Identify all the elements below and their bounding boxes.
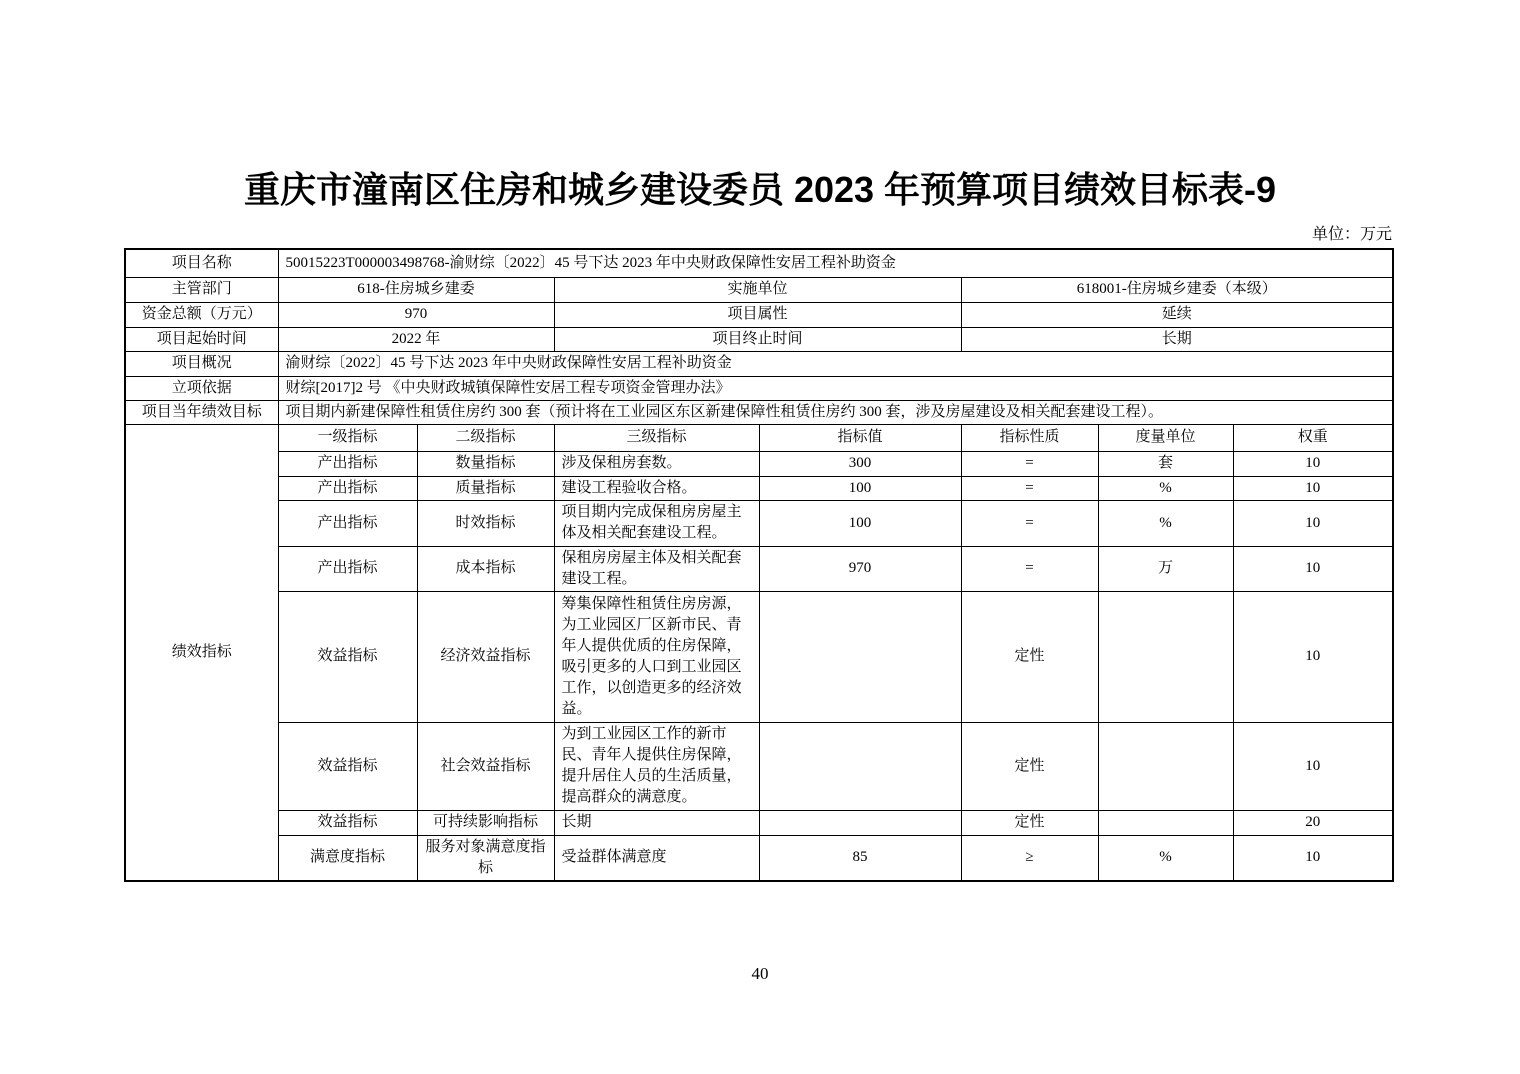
- implementing-unit-label: 实施单位: [554, 277, 961, 302]
- indicator-level3: 建设工程验收合格。: [554, 476, 759, 500]
- row-total-funds: [125, 302, 1393, 327]
- indicator-level1: 产出指标: [278, 546, 417, 591]
- header-nature: 指标性质: [961, 424, 1098, 451]
- implementing-unit-value: 618001-住房城乡建委（本级）: [961, 277, 1393, 302]
- indicator-weight: 10: [1233, 591, 1393, 722]
- project-name-label: 项目名称: [125, 249, 278, 277]
- indicator-weight: 10: [1233, 835, 1393, 881]
- total-funds-value: 970: [278, 302, 554, 327]
- indicator-header-row: [125, 424, 1393, 451]
- indicator-level1: 产出指标: [278, 451, 417, 476]
- indicator-level3: 项目期内完成保租房房屋主体及相关配套建设工程。: [554, 500, 759, 546]
- indicator-row: [125, 591, 1393, 722]
- page-number: 40: [751, 964, 769, 983]
- end-time-value: 长期: [961, 327, 1393, 351]
- indicator-weight: 10: [1233, 476, 1393, 500]
- header-level2: 二级指标: [417, 424, 554, 451]
- indicator-level2: 数量指标: [417, 451, 554, 476]
- indicator-nature: =: [961, 451, 1098, 476]
- indicator-nature: 定性: [961, 591, 1098, 722]
- indicator-value: 85: [759, 835, 961, 881]
- indicator-value: [759, 810, 961, 835]
- row-overview: [125, 351, 1393, 376]
- header-unit: 度量单位: [1098, 424, 1233, 451]
- indicator-weight: 20: [1233, 810, 1393, 835]
- indicator-row: [125, 722, 1393, 810]
- header-value: 指标值: [759, 424, 961, 451]
- row-project-time: [125, 327, 1393, 351]
- indicator-level1: 产出指标: [278, 500, 417, 546]
- header-level1: 一级指标: [278, 424, 417, 451]
- indicator-level2: 成本指标: [417, 546, 554, 591]
- indicator-level3: 长期: [554, 810, 759, 835]
- header-weight: 权重: [1233, 424, 1393, 451]
- indicator-value: [759, 591, 961, 722]
- indicator-level1: 效益指标: [278, 810, 417, 835]
- indicator-nature: =: [961, 500, 1098, 546]
- indicator-unit: %: [1098, 835, 1233, 881]
- indicator-level1: 效益指标: [278, 591, 417, 722]
- indicator-level2: 社会效益指标: [417, 722, 554, 810]
- basis-value: 财综[2017]2 号 《中央财政城镇保障性安居工程专项资金管理办法》: [278, 376, 1393, 400]
- indicator-unit: 万: [1098, 546, 1233, 591]
- indicator-row: [125, 835, 1393, 881]
- indicator-value: [759, 722, 961, 810]
- indicator-nature: ≥: [961, 835, 1098, 881]
- indicator-level3: 受益群体满意度: [554, 835, 759, 881]
- department-label: 主管部门: [125, 277, 278, 302]
- indicator-value: 300: [759, 451, 961, 476]
- indicator-row: [125, 451, 1393, 476]
- total-funds-label: 资金总额（万元）: [125, 302, 278, 327]
- indicator-level1: 满意度指标: [278, 835, 417, 881]
- indicator-unit: [1098, 810, 1233, 835]
- indicator-row: [125, 476, 1393, 500]
- indicator-unit: %: [1098, 476, 1233, 500]
- row-basis: [125, 376, 1393, 400]
- indicator-level1: 效益指标: [278, 722, 417, 810]
- row-annual-goal: [125, 400, 1393, 424]
- indicator-weight: 10: [1233, 722, 1393, 810]
- indicator-level1: 产出指标: [278, 476, 417, 500]
- indicator-level3: 为到工业园区工作的新市民、青年人提供住房保障，提升居住人员的生活质量，提高群众的满意度。: [554, 722, 759, 810]
- header-level3: 三级指标: [554, 424, 759, 451]
- performance-target-table: [124, 248, 1394, 882]
- indicator-level2: 经济效益指标: [417, 591, 554, 722]
- department-value: 618-住房城乡建委: [278, 277, 554, 302]
- overview-label: 项目概况: [125, 351, 278, 376]
- indicator-weight: 10: [1233, 546, 1393, 591]
- indicator-weight: 10: [1233, 500, 1393, 546]
- indicator-row: [125, 810, 1393, 835]
- indicator-value: 970: [759, 546, 961, 591]
- indicator-level2: 时效指标: [417, 500, 554, 546]
- project-name-value: 50015223T000003498768-渝财综〔2022〕45 号下达 2023 年中央财政保障性安居工程补助资金: [278, 249, 1393, 277]
- annual-goal-label: 项目当年绩效目标: [125, 400, 278, 424]
- indicator-row: [125, 546, 1393, 591]
- indicator-unit: 套: [1098, 451, 1233, 476]
- indicator-row: [125, 500, 1393, 546]
- basis-label: 立项依据: [125, 376, 278, 400]
- indicator-level2: 可持续影响指标: [417, 810, 554, 835]
- indicator-unit: %: [1098, 500, 1233, 546]
- indicator-nature: 定性: [961, 810, 1098, 835]
- project-attribute-label: 项目属性: [554, 302, 961, 327]
- indicator-nature: 定性: [961, 722, 1098, 810]
- indicator-unit: [1098, 591, 1233, 722]
- indicator-level3: 保租房房屋主体及相关配套建设工程。: [554, 546, 759, 591]
- row-department: [125, 277, 1393, 302]
- indicator-level3: 涉及保租房套数。: [554, 451, 759, 476]
- indicator-nature: =: [961, 476, 1098, 500]
- indicator-weight: 10: [1233, 451, 1393, 476]
- project-attribute-value: 延续: [961, 302, 1393, 327]
- start-time-label: 项目起始时间: [125, 327, 278, 351]
- indicator-level2: 质量指标: [417, 476, 554, 500]
- end-time-label: 项目终止时间: [554, 327, 961, 351]
- section-label: 绩效指标: [125, 424, 278, 881]
- overview-value: 渝财综〔2022〕45 号下达 2023 年中央财政保障性安居工程补助资金: [278, 351, 1393, 376]
- indicator-level2: 服务对象满意度指标: [417, 835, 554, 881]
- start-time-value: 2022 年: [278, 327, 554, 351]
- page-title: 重庆市潼南区住房和城乡建设委员 2023 年预算项目绩效目标表-9: [243, 169, 1277, 210]
- indicator-unit: [1098, 722, 1233, 810]
- indicator-nature: =: [961, 546, 1098, 591]
- unit-note: 单位：万元: [1311, 226, 1392, 243]
- indicator-value: 100: [759, 476, 961, 500]
- indicator-level3: 筹集保障性租赁住房房源，为工业园区厂区新市民、青年人提供优质的住房保障，吸引更多的人口到工业园区工作，以创造更多的经济效益。: [554, 591, 759, 722]
- indicator-value: 100: [759, 500, 961, 546]
- row-project-name: [125, 249, 1393, 277]
- annual-goal-value: 项目期内新建保障性租赁住房约 300 套（预计将在工业园区东区新建保障性租赁住房约 300 套，涉及房屋建设及相关配套建设工程）。: [278, 400, 1393, 424]
